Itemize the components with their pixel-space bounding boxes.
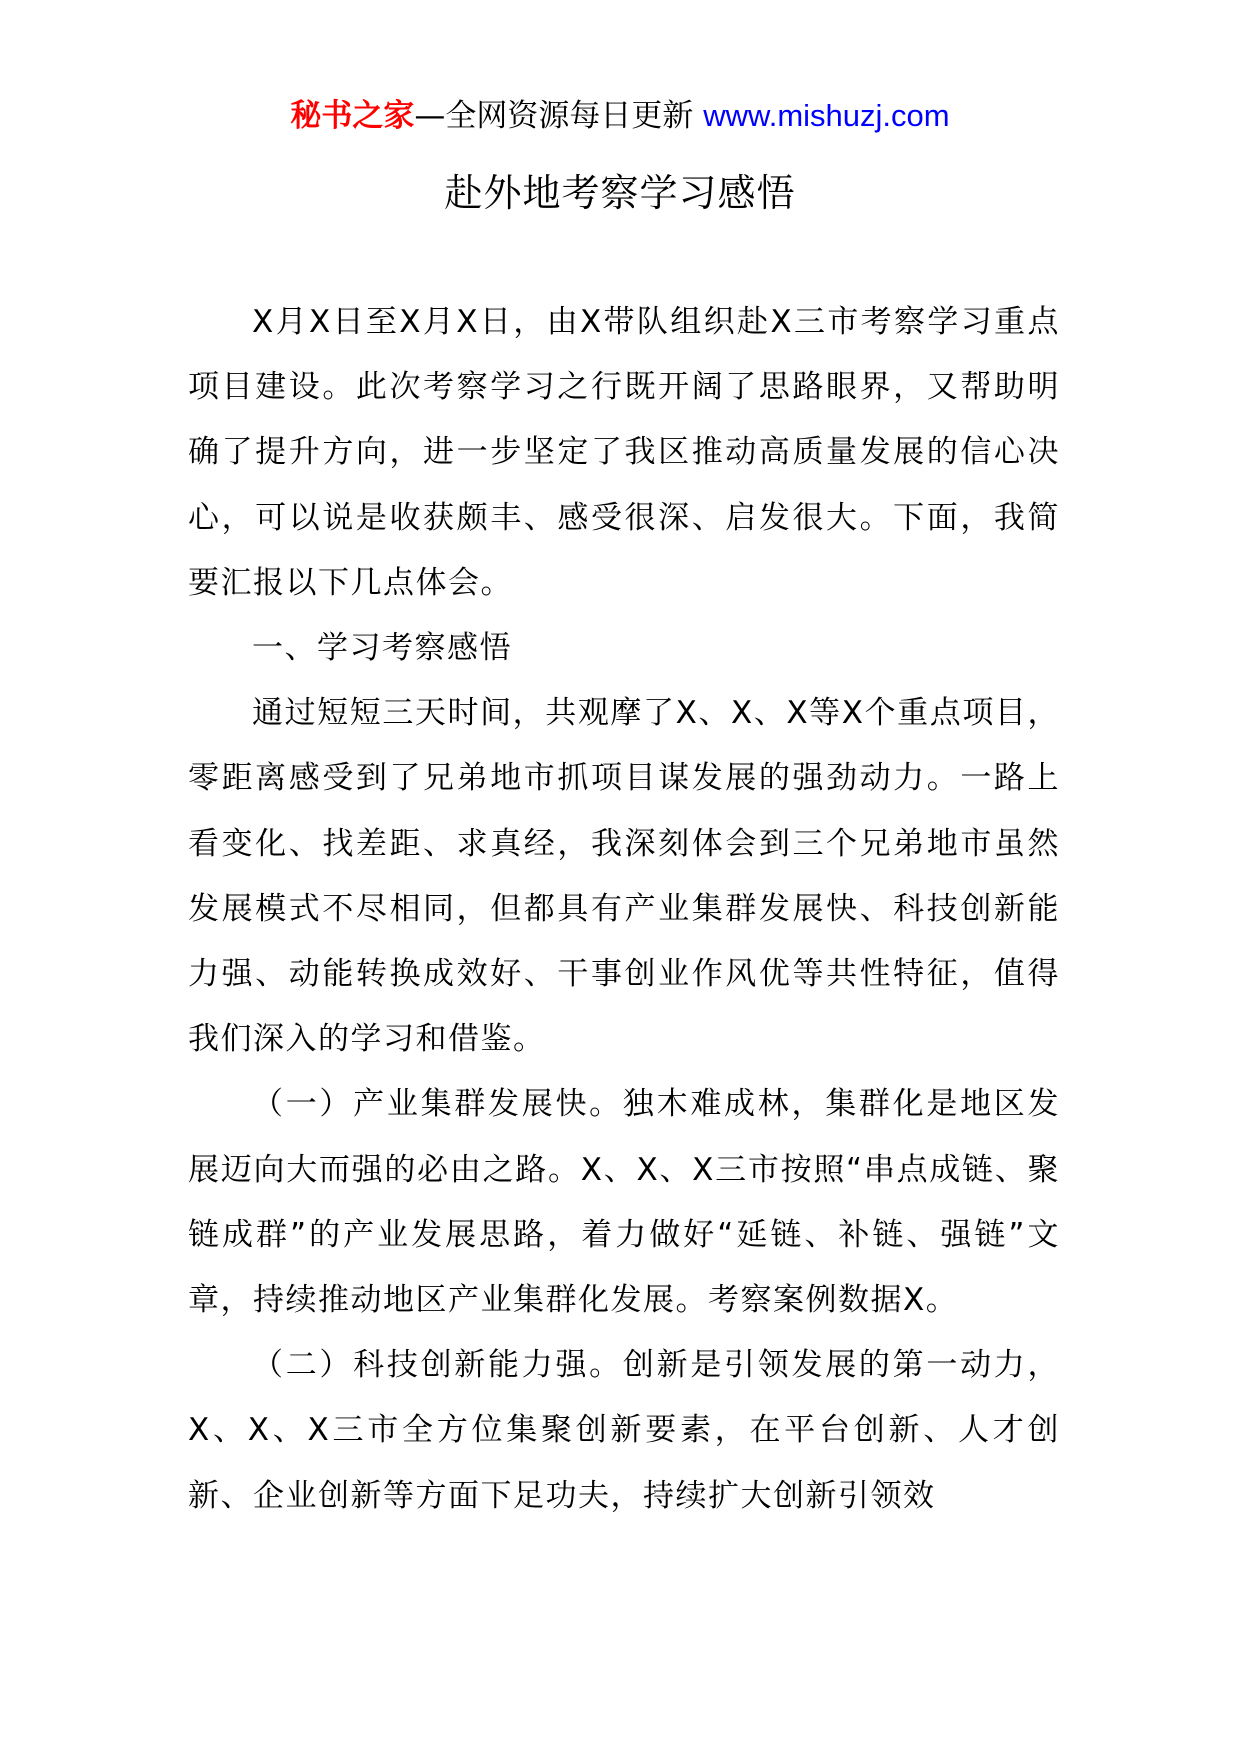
paragraph-intro: X月X日至X月X日，由X带队组织赴X三市考察学习重点项目建设。此次考察学习之行既开阔了思路眼界，又帮助明确了提升方向，进一步坚定了我区推动高质量发展的信心决心，可以说是收获颇丰、感受很深、启发很大。下面，我简要汇报以下几点体会。 <box>188 304 1060 601</box>
site-slogan: —全网资源每日更新 <box>414 98 704 134</box>
document-body <box>188 290 1060 1529</box>
site-url-link[interactable]: www.mishuzj.com <box>703 98 950 133</box>
paragraph-subsection-1: （一）产业集群发展快。独木难成林，集群化是地区发展迈向大而强的必由之路。X、X、X三市按照“串点成链、聚链成群”的产业发展思路，着力做好“延链、补链、强链”文章，持续推动地区产业集群化发展。考察案例数据X。 <box>188 1086 1060 1319</box>
site-header <box>0 96 1240 136</box>
document-title: 赴外地考察学习感悟 <box>444 171 796 215</box>
paragraph-section-1: 通过短短三天时间，共观摩了X、X、X等X个重点项目，零距离感受到了兄弟地市抓项目谋发展的强劲动力。一路上看变化、找差距、求真经，我深刻体会到三个兄弟地市虽然发展模式不尽相同，但都具有产业集群发展快、科技创新能力强、动能转换成效好、干事创业作风优等共性特征，值得我们深入的学习和借鉴。 <box>188 695 1060 1058</box>
paragraph-subsection-2: （二）科技创新能力强。创新是引领发展的第一动力，X、X、X三市全方位集聚创新要素，在平台创新、人才创新、企业创新等方面下足功夫，持续扩大创新引领效 <box>188 1347 1060 1514</box>
site-brand: 秘书之家 <box>290 98 415 134</box>
section-heading-1: 一、学习考察感悟 <box>252 630 512 667</box>
